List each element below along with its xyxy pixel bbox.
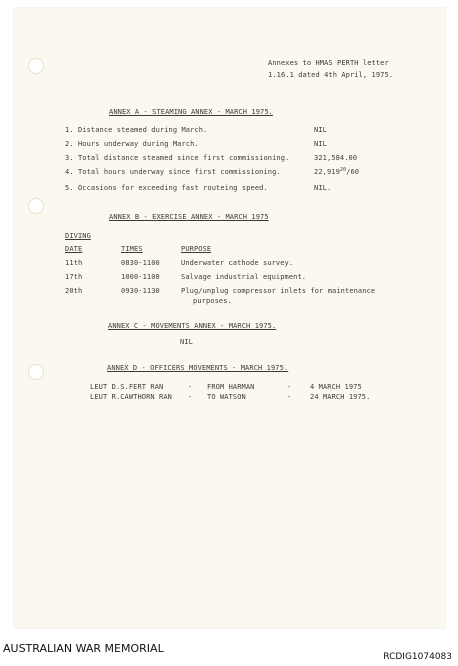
officer-date: 24 MARCH 1975. <box>310 393 371 401</box>
annex-a-item-value <box>314 167 359 176</box>
column-header-date: DATE <box>65 245 83 253</box>
header-line-1: Annexes to HMAS PERTH letter <box>268 59 389 67</box>
footer-record-id: RCDIG1074083 <box>383 652 452 662</box>
footer-institution: AUSTRALIAN WAR MEMORIAL <box>3 642 164 655</box>
annex-d-title: ANNEX D - OFFICERS MOVEMENTS - MARCH 1975. <box>107 364 289 372</box>
annex-a-title: ANNEX A - STEAMING ANNEX - MARCH 1975. <box>109 108 273 116</box>
officer-name: LEUT D.S.FERT RAN <box>90 383 164 391</box>
annex-a-item-value: NIL <box>314 126 327 134</box>
punch-hole <box>28 58 44 74</box>
annex-a-item-value: 321,584.00 <box>314 154 358 162</box>
annex-a-item-label: 2. Hours underway during March. <box>65 140 199 148</box>
table-row-purpose: Underwater cathode survey. <box>181 259 294 267</box>
table-row-purpose: Salvage industrial equipment. <box>181 273 307 281</box>
annex-a-item-label: 1. Distance steamed during March. <box>65 126 208 134</box>
document-page <box>14 8 445 628</box>
annex-c-value: NIL <box>180 338 193 346</box>
annex-a-item-label: 5. Occasions for exceeding fast routeing speed. <box>65 184 268 192</box>
table-row-times: 1000-1100 <box>121 273 160 281</box>
officer-movement: FROM HARMAN <box>207 383 255 391</box>
annex-a-item-label: 3. Total distance steamed since first commissioning. <box>65 154 290 162</box>
annex-a-item-value: NIL. <box>314 184 332 192</box>
annex-a-item-value: NIL <box>314 140 327 148</box>
table-row-date: 20th <box>65 287 83 295</box>
officer-dash: - <box>287 383 292 391</box>
table-row-date: 17th <box>65 273 83 281</box>
annex-b-title: ANNEX B - EXERCISE ANNEX - MARCH 1975 <box>109 213 269 221</box>
table-row-purpose-continued: purposes. <box>193 297 232 305</box>
table-row-purpose: Plug/unplug compressor inlets for maintenance <box>181 287 376 295</box>
officer-dash: - <box>188 383 193 391</box>
officer-name: LEUT R.CAWTHORN RAN <box>90 393 172 401</box>
officer-dash: - <box>287 393 292 401</box>
officer-dash: - <box>188 393 193 401</box>
table-row-times: 0930-1130 <box>121 287 160 295</box>
table-row-times: 0830-1100 <box>121 259 160 267</box>
column-header-times: TIMES <box>121 245 143 253</box>
hours-fraction-denominator: /60 <box>346 168 360 176</box>
annex-b-section: DIVING <box>65 232 91 240</box>
officer-movement: TO WATSON <box>207 393 246 401</box>
column-header-purpose: PURPOSE <box>181 245 212 253</box>
header-line-2: 1.16.1 dated 4th April, 1975. <box>268 71 394 79</box>
officer-date: 4 MARCH 1975 <box>310 383 362 391</box>
hours-fraction-numerator: 20 <box>339 167 347 173</box>
annex-c-title: ANNEX C - MOVEMENTS ANNEX - MARCH 1975. <box>108 322 277 330</box>
annex-a-item-label: 4. Total hours underway since first commissioning. <box>65 168 281 176</box>
punch-hole <box>28 198 44 214</box>
table-row-date: 11th <box>65 259 83 267</box>
hours-value: 22,919 <box>314 168 340 176</box>
punch-hole <box>28 364 44 380</box>
